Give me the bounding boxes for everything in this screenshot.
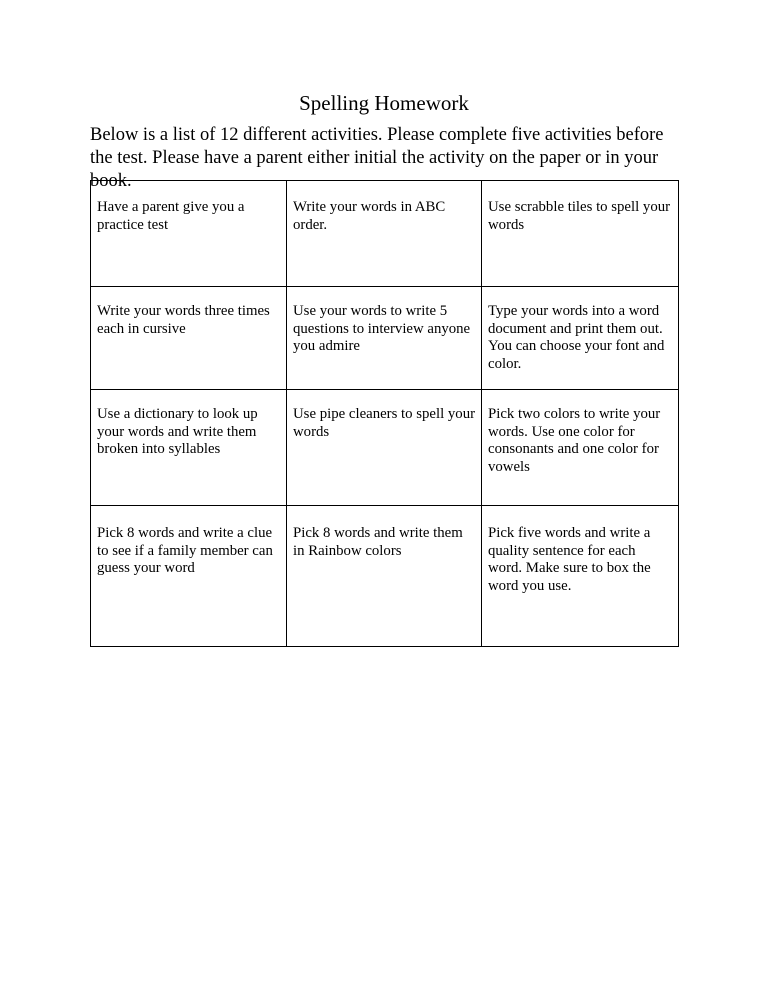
instructions-text: Below is a list of 12 different activities. Please complete five activities before the test. Please have a parent either initial the activity on the paper or in your book. <box>90 125 664 191</box>
activity-cell: Pick two colors to write your words. Use one color for consonants and one color for vowels <box>482 390 679 506</box>
activity-cell: Pick 8 words and write them in Rainbow colors <box>287 506 482 647</box>
table-row <box>91 181 679 287</box>
activity-cell: Type your words into a word document and print them out. You can choose your font and color. <box>482 287 679 390</box>
page-title: Spelling Homework <box>299 91 469 115</box>
activity-cell: Write your words three times each in cursive <box>91 287 287 390</box>
activity-cell: Pick 8 words and write a clue to see if a family member can guess your word <box>91 506 287 647</box>
table-row <box>91 506 679 647</box>
activity-cell: Have a parent give you a practice test <box>91 181 287 287</box>
activity-cell: Pick five words and write a quality sentence for each word. Make sure to box the word you use. <box>482 506 679 647</box>
table-row <box>91 287 679 390</box>
activities-table <box>90 180 679 647</box>
activity-cell: Use your words to write 5 questions to interview anyone you admire <box>287 287 482 390</box>
table-row <box>91 390 679 506</box>
activity-cell: Use a dictionary to look up your words and write them broken into syllables <box>91 390 287 506</box>
activity-cell: Write your words in ABC order. <box>287 181 482 287</box>
activity-cell: Use scrabble tiles to spell your words <box>482 181 679 287</box>
activity-cell: Use pipe cleaners to spell your words <box>287 390 482 506</box>
